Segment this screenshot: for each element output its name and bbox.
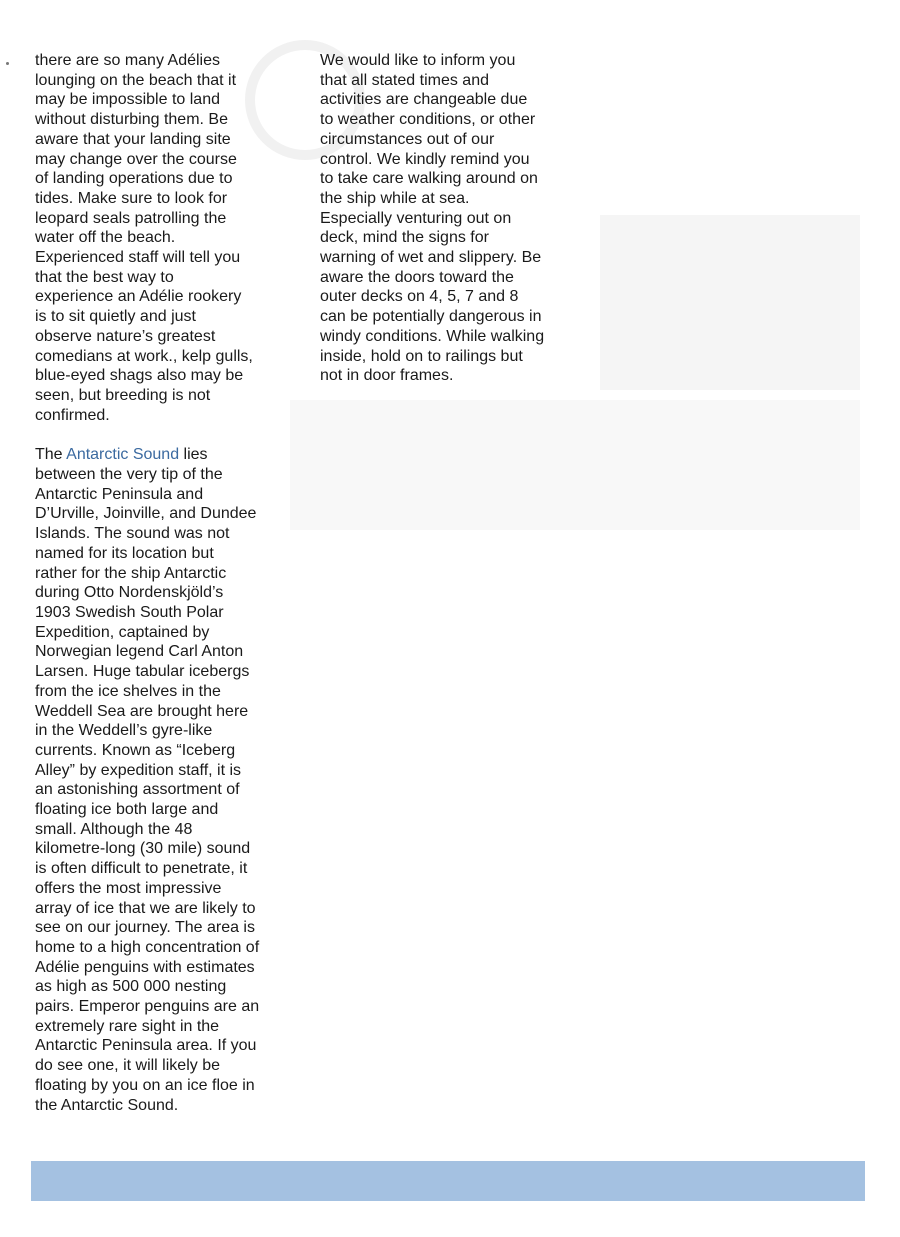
footer-color-bar [31,1161,865,1201]
paragraph-body-text: lies between the very tip of the Antarctic Peninsula and D’Urville, Joinville, and Dundee Islands. The sound was not named for its location but rather for the ship Antarctic during Otto Nordenskjöld’s 1903 Swedish South Polar Expedition, captained by Norwegian legend Carl Anton Larsen. Huge tabular icebergs from the ice shelves in the Weddell Sea are brought here in the Weddell’s gyre-like currents. Known as “Iceberg Alley” by expedition staff, it is an astonishing assortment of floating ice both large and small. Although the 48 kilometre-long (30 mile) sound is often difficult to penetrate, it offers the most impressive array of ice that we are likely to see on our journey. The area is home to a high concentration of Adélie penguins with estimates as high as 500 000 nesting pairs. Emperor penguins are an extremely rare sight in the Antarctic Peninsula area. If you do see one, it will likely be floating by you on an ice floe in the Antarctic Sound. [35,446,260,1114]
antarctic-sound-paragraph [35,445,285,1115]
right-text-column [320,51,575,386]
adelie-landing-paragraph: there are so many Adélies lounging on the beach that it may be impossible to land without disturbing them. Be aware that your landing site may change over the course of landing operations due to tides. Make sure to look for leopard seals patrolling the water off the beach. Experienced staff will tell you that the best way to experience an Adélie rookery is to sit quietly and just observe nature’s greatest comedians at work., kelp gulls, blue-eyed shags also may be seen, but breeding is not confirmed. [35,52,253,424]
paragraph-lead-text: The [35,446,67,464]
bleed-through-band [290,400,860,530]
left-text-column [35,51,285,1115]
schedule-notice-paragraph: We would like to inform you that all stated times and activities are changeable due to weather conditions, or other circumstances out of our control. We kindly remind you to take care walking around on the ship while at sea. Especially venturing out on deck, mind the signs for warning of wet and slippery. Be aware the doors toward the outer decks on 4, 5, 7 and 8 can be potentially dangerous in windy conditions. While walking inside, hold on to railings but not in door frames. [320,52,545,385]
bleed-through-image [600,215,860,390]
paragraph-spacer [35,425,285,445]
antarctic-sound-heading: Antarctic Sound [66,446,180,464]
scan-artifact-dot [6,62,9,65]
